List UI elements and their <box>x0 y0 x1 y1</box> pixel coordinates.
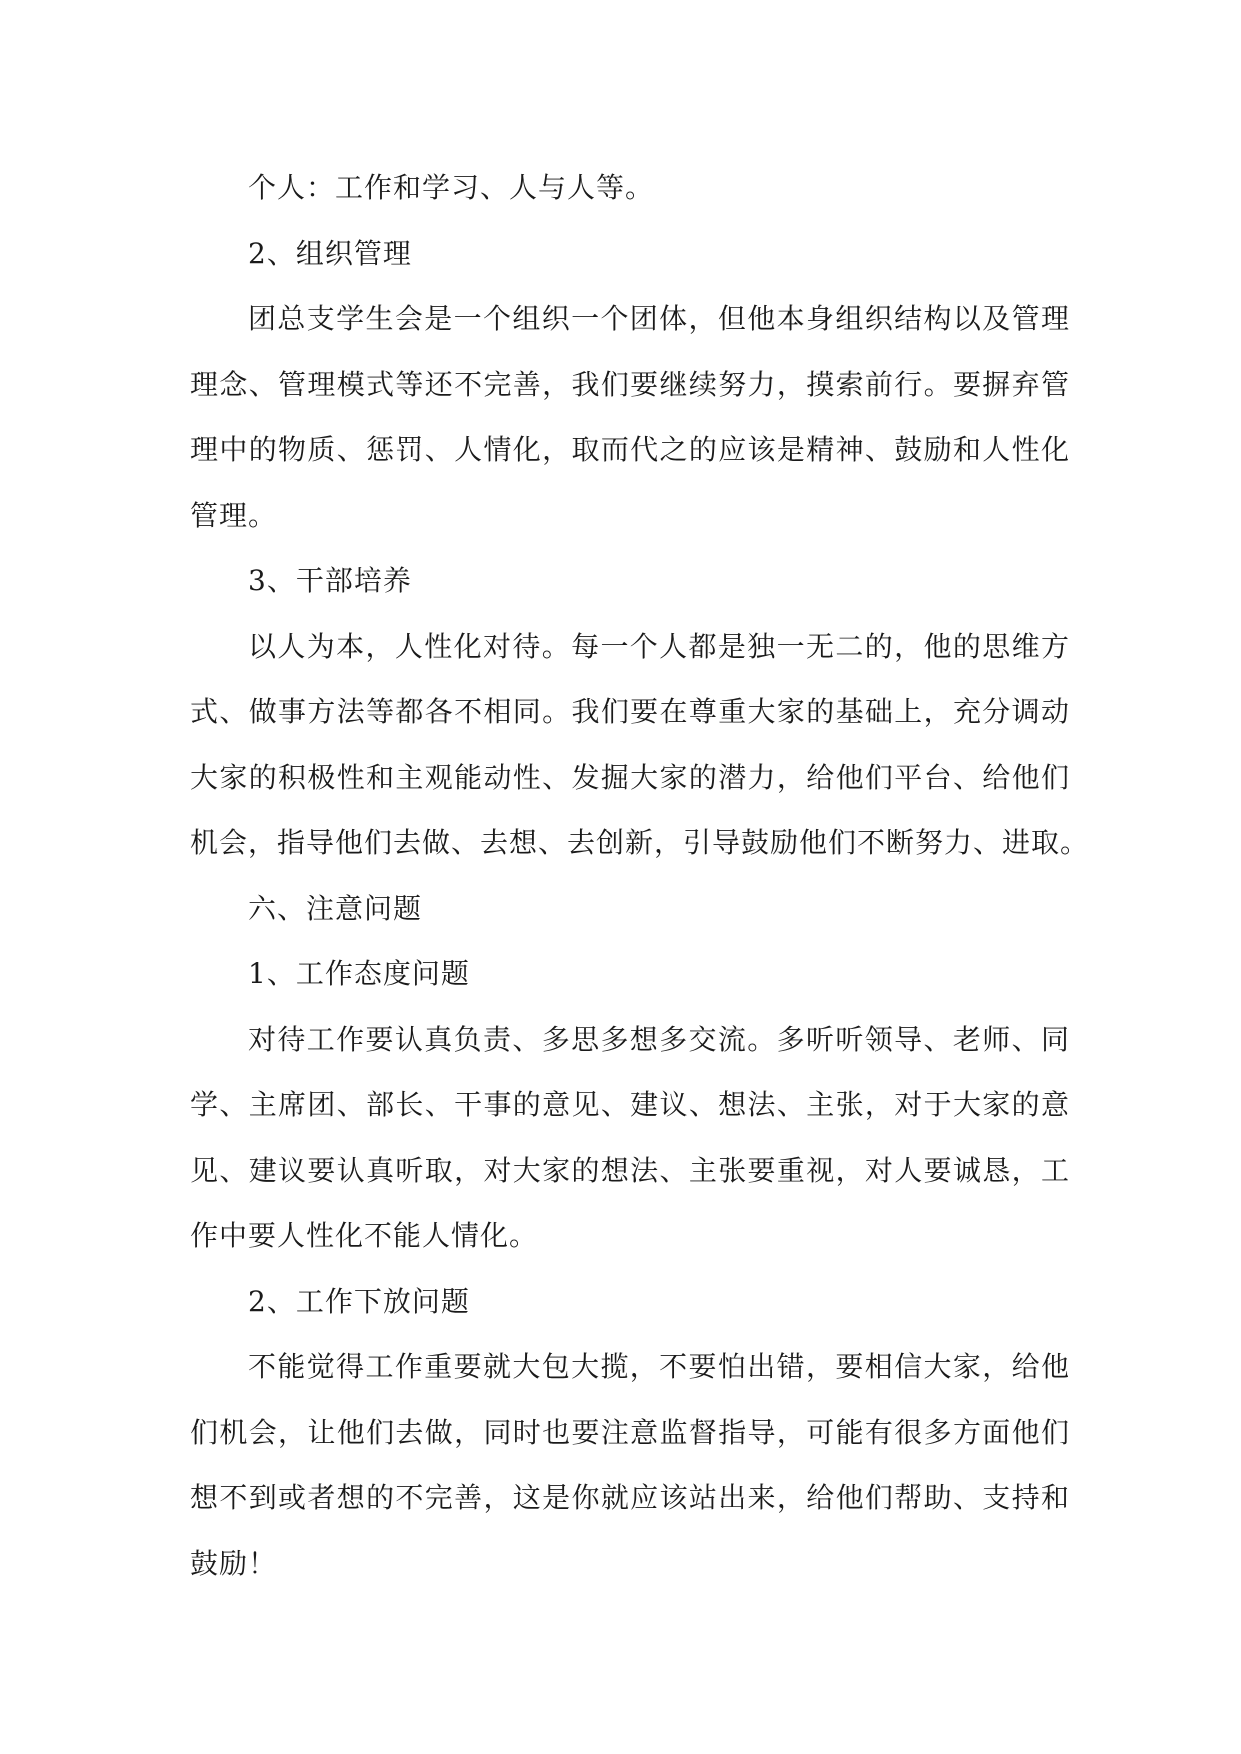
paragraph-line: 理念、管理模式等还不完善，我们要继续努力，摸索前行。要摒弃管 <box>190 367 1070 401</box>
paragraph-line: 们机会，让他们去做，同时也要注意监督指导，可能有很多方面他们 <box>190 1415 1070 1449</box>
paragraph-line: 理中的物质、惩罚、人情化，取而代之的应该是精神、鼓励和人性化 <box>190 433 1070 466</box>
document-body <box>190 155 1090 1596</box>
paragraph-line: 作中要人性化不能人情化。 <box>190 1219 539 1252</box>
paragraph-line: 学、主席团、部长、干事的意见、建议、想法、主张，对于大家的意 <box>190 1088 1070 1121</box>
section-heading: 3、干部培养 <box>248 564 412 597</box>
section-heading: 六、注意问题 <box>248 891 423 925</box>
paragraph-line: 不能觉得工作重要就大包大揽，不要怕出错，要相信大家，给他 <box>248 1350 1070 1383</box>
section-heading: 2、组织管理 <box>248 236 412 270</box>
paragraph-line: 式、做事方法等都各不相同。我们要在尊重大家的基础上，充分调动 <box>190 695 1070 728</box>
paragraph-line: 管理。 <box>190 498 278 532</box>
paragraph-line: 团总支学生会是一个组织一个团体，但他本身组织结构以及管理 <box>248 302 1070 335</box>
paragraph-line: 想不到或者想的不完善，这是你就应该站出来，给他们帮助、支持和 <box>190 1481 1070 1514</box>
section-heading: 2、工作下放问题 <box>248 1284 470 1318</box>
paragraph-line: 个人：工作和学习、人与人等。 <box>248 171 655 204</box>
paragraph-line: 大家的积极性和主观能动性、发掘大家的潜力，给他们平台、给他们 <box>190 760 1070 794</box>
section-heading: 1、工作态度问题 <box>248 957 470 990</box>
paragraph-line: 以人为本，人性化对待。每一个人都是独一无二的，他的思维方 <box>248 629 1070 663</box>
paragraph-line: 机会，指导他们去做、去想、去创新，引导鼓励他们不断努力、进取。 <box>190 826 1090 859</box>
paragraph-line: 对待工作要认真负责、多思多想多交流。多听听领导、老师、同 <box>248 1022 1070 1056</box>
paragraph-line: 见、建议要认真听取，对大家的想法、主张要重视，对人要诚恳，工 <box>190 1153 1070 1187</box>
paragraph-line: 鼓励！ <box>190 1546 278 1580</box>
